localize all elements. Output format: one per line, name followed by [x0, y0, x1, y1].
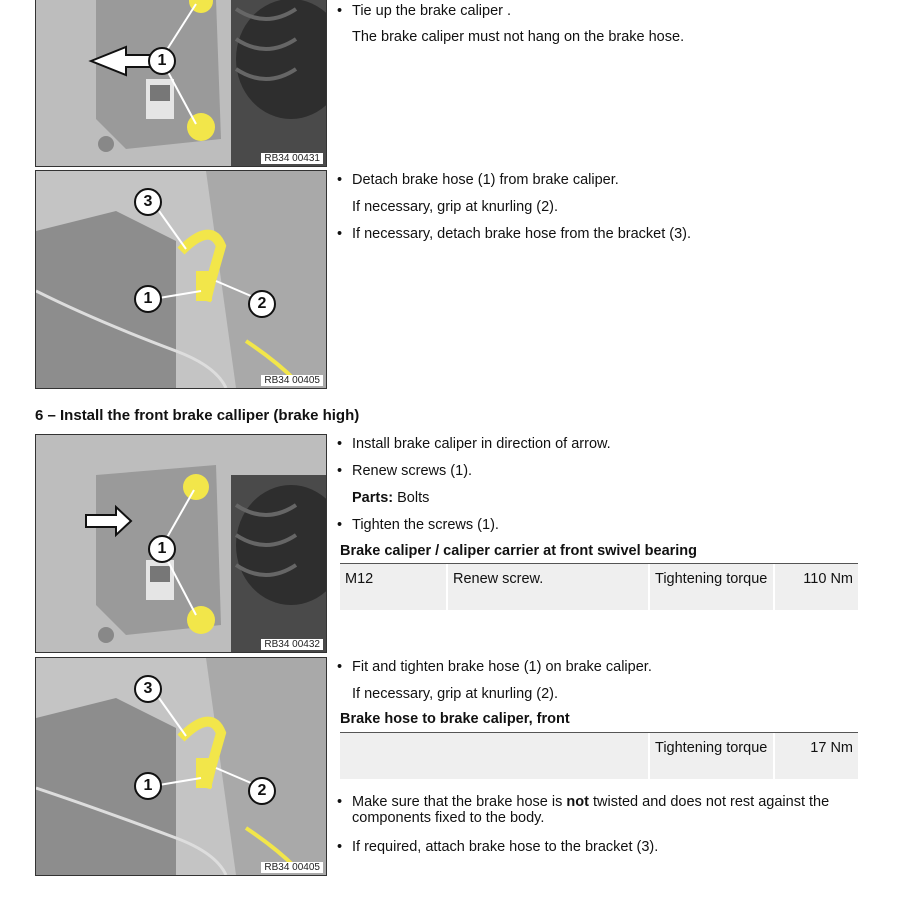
torque-table-1-thread: M12	[340, 564, 448, 610]
section-title: 6 – Install the front brake calliper (brake high)	[35, 407, 360, 424]
torque-table-2-value: 17 Nm	[810, 740, 853, 756]
torque-table-2-label: Tightening torque	[650, 733, 775, 779]
torque-table-1	[340, 563, 858, 610]
instruction-check-twist	[352, 794, 857, 826]
callout-1: 1	[148, 47, 176, 75]
callout-1: 1	[134, 772, 162, 800]
note-caliper-hang: The brake caliper must not hang on the brake hose.	[352, 29, 685, 45]
brake-hose-fit-illustration	[36, 658, 326, 875]
figure-reference: RB34 00405	[261, 862, 323, 873]
callout-2: 2	[248, 777, 276, 805]
figure-reference: RB34 00405	[261, 375, 323, 386]
figure-brake-hose-fit	[35, 657, 327, 876]
callout-3: 3	[134, 675, 162, 703]
figure-reference: RB34 00432	[261, 639, 323, 650]
caliper-illustration	[36, 0, 326, 166]
instruction-detach-bracket: • If necessary, detach brake hose from the bracket (3).	[352, 226, 691, 242]
figure-caliper-tie-up	[35, 0, 327, 167]
callout-1: 1	[148, 535, 176, 563]
check-twist-bold: not	[566, 794, 589, 810]
torque-table-2	[340, 732, 858, 779]
figure-brake-hose-detach	[35, 170, 327, 389]
brake-hose-illustration	[36, 171, 326, 388]
torque-table-1-label: Tightening torque	[650, 564, 775, 610]
instruction-install-caliper: • Install brake caliper in direction of arrow.	[352, 436, 611, 452]
instruction-fit-hose: • Fit and tighten brake hose (1) on brake caliper.	[352, 659, 652, 675]
check-twist-post: twisted and does not rest against the components fixed to the body.	[352, 794, 830, 826]
callout-1: 1	[134, 285, 162, 313]
instruction-attach-bracket: • If required, attach brake hose to the bracket (3).	[352, 839, 658, 855]
instruction-renew-screws: • Renew screws (1).	[352, 463, 472, 479]
callout-3: 3	[134, 188, 162, 216]
torque-table-1-action: Renew screw.	[448, 564, 650, 610]
torque-table-2-blank	[340, 733, 650, 779]
parts-value: Bolts	[397, 490, 430, 506]
instruction-tighten-screws: • Tighten the screws (1).	[352, 517, 499, 533]
note-grip-knurling: If necessary, grip at knurling (2).	[352, 199, 559, 215]
figure-caliper-install	[35, 434, 327, 653]
instruction-detach-hose: • Detach brake hose (1) from brake caliper.	[352, 172, 619, 188]
parts-line	[352, 490, 429, 506]
callout-2: 2	[248, 290, 276, 318]
torque-table-2-title: Brake hose to brake caliper, front	[340, 711, 570, 727]
torque-table-1-value: 110 Nm	[803, 571, 853, 587]
instruction-tie-up: • Tie up the brake caliper .	[352, 3, 511, 19]
parts-label: Parts:	[352, 490, 394, 506]
check-twist-pre: Make sure that the brake hose is	[352, 794, 563, 810]
caliper-install-illustration	[36, 435, 326, 652]
figure-reference: RB34 00431	[261, 153, 323, 164]
torque-table-1-title: Brake caliper / caliper carrier at front swivel bearing	[340, 543, 698, 559]
note-grip-knurling: If necessary, grip at knurling (2).	[352, 686, 559, 702]
